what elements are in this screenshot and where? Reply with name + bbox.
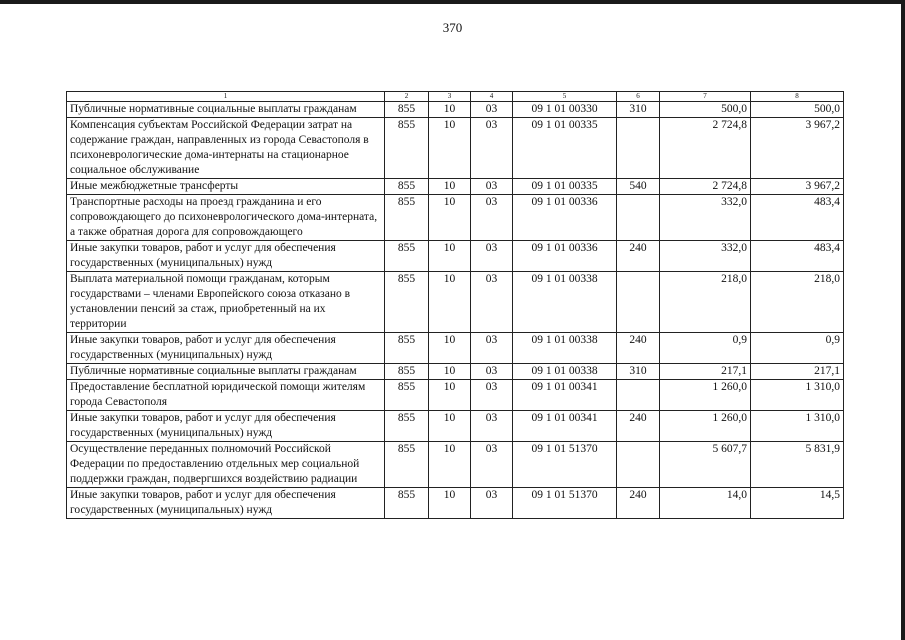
target-article-code: 09 1 01 00341: [513, 380, 617, 411]
amount-year-2: 0,9: [751, 333, 844, 364]
table-row: [67, 195, 844, 241]
expense-type-code: 540: [617, 179, 660, 195]
amount-year-1: 1 260,0: [660, 380, 751, 411]
subsection-code: 03: [471, 380, 513, 411]
section-code: 10: [429, 488, 471, 519]
expense-name: Транспортные расходы на проезд гражданина и его сопровождающего до психоневрологического дома-интерната, а также обратная дорога для сопровождающего: [67, 195, 385, 241]
expense-name: Выплата материальной помощи гражданам, которым государствами – членами Европейского союза отказано в установлении пенсий за стаж, приобретенный на их территории: [67, 272, 385, 333]
column-number-row: [67, 92, 844, 102]
amount-year-2: 1 310,0: [751, 411, 844, 442]
amount-year-2: 3 967,2: [751, 179, 844, 195]
amount-year-1: 500,0: [660, 102, 751, 118]
amount-year-1: 2 724,8: [660, 179, 751, 195]
subsection-code: 03: [471, 118, 513, 179]
target-article-code: 09 1 01 00330: [513, 102, 617, 118]
ministry-code: 855: [385, 488, 429, 519]
expense-name: Иные закупки товаров, работ и услуг для обеспечения государственных (муниципальных) нужд: [67, 411, 385, 442]
ministry-code: 855: [385, 333, 429, 364]
target-article-code: 09 1 01 00335: [513, 179, 617, 195]
table-header: [67, 92, 844, 102]
expense-type-code: [617, 272, 660, 333]
expense-type-code: 310: [617, 102, 660, 118]
ministry-code: 855: [385, 442, 429, 488]
expense-name: Осуществление переданных полномочий Российской Федерации по предоставлению отдельных мер социальной поддержки граждан, подвергшихся воздействию радиации: [67, 442, 385, 488]
expense-name: Компенсация субъектам Российской Федерации затрат на содержание граждан, направленных из города Севастополя в психоневрологические дома-интернаты на стационарное социальное обслуживание: [67, 118, 385, 179]
expense-name: Иные межбюджетные трансферты: [67, 179, 385, 195]
expense-name: Публичные нормативные социальные выплаты гражданам: [67, 102, 385, 118]
scan-border-right: [901, 0, 905, 640]
column-number: 4: [471, 92, 513, 102]
section-code: 10: [429, 241, 471, 272]
amount-year-2: 218,0: [751, 272, 844, 333]
expense-type-code: [617, 118, 660, 179]
subsection-code: 03: [471, 241, 513, 272]
expense-type-code: 240: [617, 333, 660, 364]
amount-year-2: 217,1: [751, 364, 844, 380]
subsection-code: 03: [471, 272, 513, 333]
amount-year-2: 500,0: [751, 102, 844, 118]
subsection-code: 03: [471, 411, 513, 442]
page-number: 370: [442, 20, 463, 35]
section-code: 10: [429, 118, 471, 179]
ministry-code: 855: [385, 411, 429, 442]
scan-border-top: [0, 0, 905, 4]
column-number: 3: [429, 92, 471, 102]
ministry-code: 855: [385, 380, 429, 411]
ministry-code: 855: [385, 179, 429, 195]
target-article-code: 09 1 01 00336: [513, 195, 617, 241]
table-row: [67, 380, 844, 411]
subsection-code: 03: [471, 442, 513, 488]
column-number: 6: [617, 92, 660, 102]
subsection-code: 03: [471, 488, 513, 519]
amount-year-1: 217,1: [660, 364, 751, 380]
expense-type-code: [617, 380, 660, 411]
section-code: 10: [429, 195, 471, 241]
expense-type-code: 240: [617, 488, 660, 519]
section-code: 10: [429, 333, 471, 364]
table-row: [67, 442, 844, 488]
ministry-code: 855: [385, 102, 429, 118]
amount-year-1: 5 607,7: [660, 442, 751, 488]
table-row: [67, 488, 844, 519]
column-number: 7: [660, 92, 751, 102]
subsection-code: 03: [471, 364, 513, 380]
amount-year-2: 5 831,9: [751, 442, 844, 488]
amount-year-2: 14,5: [751, 488, 844, 519]
table-row: [67, 102, 844, 118]
amount-year-1: 332,0: [660, 241, 751, 272]
column-number: 2: [385, 92, 429, 102]
target-article-code: 09 1 01 00338: [513, 333, 617, 364]
column-number: 8: [751, 92, 844, 102]
target-article-code: 09 1 01 00338: [513, 364, 617, 380]
section-code: 10: [429, 411, 471, 442]
table-body: [67, 102, 844, 519]
section-code: 10: [429, 102, 471, 118]
expense-type-code: 240: [617, 241, 660, 272]
target-article-code: 09 1 01 51370: [513, 488, 617, 519]
section-code: 10: [429, 272, 471, 333]
table-row: [67, 364, 844, 380]
subsection-code: 03: [471, 179, 513, 195]
target-article-code: 09 1 01 51370: [513, 442, 617, 488]
amount-year-2: 1 310,0: [751, 380, 844, 411]
column-number: 5: [513, 92, 617, 102]
table-row: [67, 241, 844, 272]
section-code: 10: [429, 364, 471, 380]
amount-year-1: 218,0: [660, 272, 751, 333]
expense-name: Иные закупки товаров, работ и услуг для обеспечения государственных (муниципальных) нужд: [67, 333, 385, 364]
expense-name: Предоставление бесплатной юридической помощи жителям города Севастополя: [67, 380, 385, 411]
expense-name: Иные закупки товаров, работ и услуг для обеспечения государственных (муниципальных) нужд: [67, 241, 385, 272]
table-row: [67, 118, 844, 179]
expense-type-code: [617, 442, 660, 488]
expense-name: Публичные нормативные социальные выплаты гражданам: [67, 364, 385, 380]
column-number: 1: [67, 92, 385, 102]
table-row: [67, 179, 844, 195]
expense-name: Иные закупки товаров, работ и услуг для обеспечения государственных (муниципальных) нужд: [67, 488, 385, 519]
ministry-code: 855: [385, 195, 429, 241]
target-article-code: 09 1 01 00338: [513, 272, 617, 333]
amount-year-1: 1 260,0: [660, 411, 751, 442]
section-code: 10: [429, 380, 471, 411]
ministry-code: 855: [385, 364, 429, 380]
target-article-code: 09 1 01 00335: [513, 118, 617, 179]
amount-year-1: 0,9: [660, 333, 751, 364]
expense-type-code: 240: [617, 411, 660, 442]
subsection-code: 03: [471, 102, 513, 118]
section-code: 10: [429, 442, 471, 488]
ministry-code: 855: [385, 241, 429, 272]
amount-year-1: 2 724,8: [660, 118, 751, 179]
budget-table: [66, 91, 844, 519]
table-row: [67, 411, 844, 442]
expense-type-code: 310: [617, 364, 660, 380]
section-code: 10: [429, 179, 471, 195]
amount-year-2: 483,4: [751, 195, 844, 241]
amount-year-1: 14,0: [660, 488, 751, 519]
target-article-code: 09 1 01 00336: [513, 241, 617, 272]
expense-type-code: [617, 195, 660, 241]
amount-year-1: 332,0: [660, 195, 751, 241]
table-row: [67, 333, 844, 364]
ministry-code: 855: [385, 272, 429, 333]
table-row: [67, 272, 844, 333]
amount-year-2: 3 967,2: [751, 118, 844, 179]
amount-year-2: 483,4: [751, 241, 844, 272]
subsection-code: 03: [471, 195, 513, 241]
subsection-code: 03: [471, 333, 513, 364]
ministry-code: 855: [385, 118, 429, 179]
target-article-code: 09 1 01 00341: [513, 411, 617, 442]
